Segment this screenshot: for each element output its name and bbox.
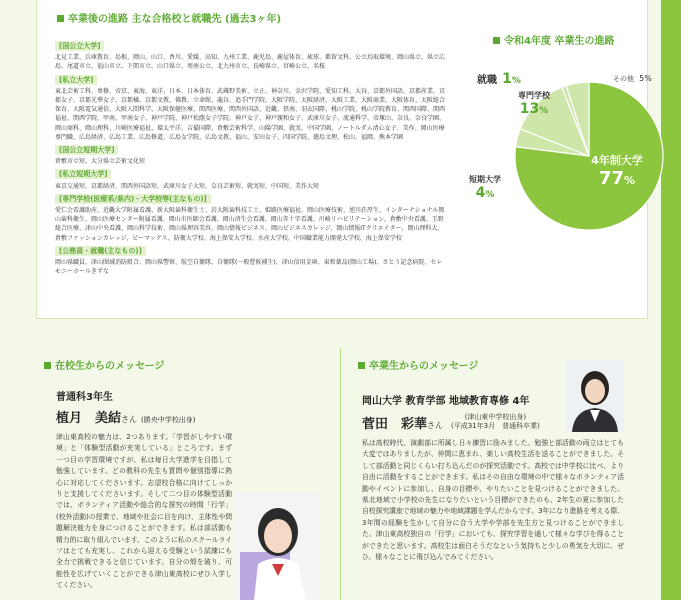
category-block (55, 72, 447, 142)
graduate-photo (566, 360, 624, 432)
pie-chart (455, 56, 679, 256)
chart-heading (493, 36, 614, 48)
name-text: 菅田 彩華 (362, 417, 428, 432)
slice-name: 4年制大学 (591, 154, 643, 167)
category-items: 北見工業、兵庫教育、島根、岡山、山口、香川、愛媛、高知、九州工業、鹿児島、鹿屋体育、琉球、都留文科、公立鳥取環境、岡山県立、県立広島、尾道市立、福山市立、下関市立、山口県立、周南公立、北九州市立、長崎県立、宮崎公立、名桜 (55, 54, 446, 71)
slice-value (499, 101, 569, 117)
square-bullet-icon (57, 15, 64, 22)
student-name (56, 407, 195, 426)
slice-label-employment (477, 68, 547, 87)
honorific: さん (121, 415, 138, 424)
category-label: [公務員・就職(主なもの)] (55, 246, 146, 256)
slice-value (577, 168, 657, 189)
slice-name: その他 (613, 75, 634, 83)
message-text: 私は高校時代、演劇部に所属し日々練習に励みました。勉強と部活動の両立はとても大変ではありましたが、仲間に恵まれ、楽しい高校生活を送ることができました。そして部活動と同じくらい打ち込んだのが探究活動です。高校では中学校に比べ、より自由に活動をすることができます。私はその自由な環境の中で様々なボランティア活動やイベントに参加し、自身の目標や、やりたいことを見つけることができました。県北地域で小学校の先生になりたいという目標ができたのも、2年生の夏に参加した自校探究講座で地域の魅力や地域課題を学んだからです。3年になり進路を考える際、3年間の経験を生かして自分に合う大学や学部を先生方と見つけることができました。津山東高校独自の「行学」においても、探究学習を通して様々な学びを得ることができたと思います。高校生は面白そうだなという気持ちと少しの勇気を大切に、ぜひ、様々なことに飛び込んでみてください。 (362, 439, 624, 562)
slice-label-university (577, 152, 657, 189)
graduate-message (362, 438, 624, 563)
category-label: [国公立大学] (55, 41, 104, 51)
value-number: 1 (502, 71, 512, 87)
column-divider (340, 348, 341, 600)
name-text: 植月 美結 (56, 411, 122, 426)
category-items: 東京交通短、京都経済、関西外国語短、武庫川女子大短、奈良芸術短、就実短、中国短、美作大短 (55, 182, 320, 190)
category-items: 愛仁会看護助産、近畿大学附属看護、新大阪歯科衛生士、岩大阪歯科技工士、姫路医療福祉、岡山医療技術、旭川荘厚生、インターナショナル岡山歯科衛生、岡山医療センター附属看護、岡山市医師会看護、岡山済生会看護、岡山赤十字看護、川崎リハビリテーション、倉敷中央看護、玉野総合医療、津山中央看護、岡山科学技術、岡山県理容美容、岡山情報ビジネス、岡山ビジネスカレッジ、岡山情報ITクリエイター、岡山理科大、倉敷ファッションカレッジ、ビーマックス、防衛大学校、海上保安大学校、水産大学校、中国職業能力開発大学校、海上保安学校 (55, 207, 445, 242)
current-student-name-block (56, 388, 195, 426)
graduate-name (362, 413, 443, 432)
category-label: [専門学校(医療系/県内)・大学校等(主なもの)] (55, 194, 211, 204)
slice-name: 就職 (477, 75, 497, 86)
unit-label: % (539, 106, 549, 116)
graduate-name-row (362, 413, 540, 432)
current-student-heading (44, 361, 164, 373)
category-block (55, 142, 447, 166)
category-block (55, 243, 447, 277)
career-section-heading (57, 14, 281, 26)
category-label: [私立大学] (55, 75, 97, 85)
slice-label-other (613, 66, 677, 85)
category-block (55, 191, 447, 243)
graduate-title: 卒業生からのメッセージ (369, 361, 479, 372)
career-section-title: 卒業後の進路 主な合格校と就職先 (過去3ヶ年) (68, 14, 282, 25)
unit-label: % (485, 190, 495, 200)
square-bullet-icon (493, 37, 500, 44)
slice-value (639, 74, 652, 83)
category-label: [国公立短期大学] (55, 145, 118, 155)
student-photo (236, 492, 320, 600)
current-student-title: 在校生からのメッセージ (55, 361, 165, 372)
graduate-school: (津山東中学校出身) (464, 413, 527, 421)
value-number: 77 (598, 168, 625, 189)
graduate-school-info (451, 413, 540, 431)
career-card (36, 0, 652, 319)
graduate-name-block (362, 392, 540, 432)
graduate-role: 岡山大学 教育学部 地域教育専修 4年 (362, 396, 530, 407)
honorific: さん (427, 421, 444, 430)
value-number: 13 (519, 101, 540, 117)
square-bullet-icon (358, 362, 365, 369)
slice-name: 専門学校 (518, 91, 550, 100)
category-block (55, 38, 447, 72)
chart-title: 令和4年度 卒業生の進路 (504, 36, 615, 47)
unit-label: % (644, 74, 652, 83)
student-school: (勝央中学校出身) (141, 416, 196, 424)
graduate-heading (358, 361, 478, 373)
unit-label: % (511, 76, 521, 86)
value-number: 4 (475, 185, 486, 201)
slice-value (455, 185, 515, 201)
unit-label: % (624, 174, 636, 187)
category-block (55, 166, 447, 190)
graduate-year: (平成31年3月 普通科卒業) (451, 422, 540, 430)
slice-value (502, 71, 521, 87)
value-number: 5 (639, 74, 645, 83)
slice-name: 短期大学 (469, 175, 501, 184)
career-lists (55, 38, 447, 276)
message-text: 津山東高校の魅力は、2つあります。「学習がしやすい環境」と「体験型活動が充実している」ところです。まず一つ目の学習環境ですが、私は毎日大学進学を目指して勉強しています。どの教科の先生も質問や個別指導に熱心に対応してくださいます。志望校合格に向けてしっかりと支援してくださいます。そして二つ目の体験型活動では、ボランティア活動や総合的な探究の時間「行学」(校外活動)の授業で、地域や社会に目を向け、主体性や問題解決能力を身につけることができます。私は部活動も精力的に取り組んでいます。このように私のスクールライフはとても充実し、これから迎える受験という試練にも全力で挑戦できると信じています。自分の殻を破り、可能性を広げていくことができる津山東高校にぜひ入学してください。 (56, 433, 232, 590)
category-items: 東北芸術工科、専修、帝京、東海、東洋、日本、日本体育、武蔵野美術、立正、神奈川、金沢学院、愛知工科、大谷、京都外国語、京都産業、京都女子、京都光華女子、京都橘、京都文教、佛教、立命館、龍谷、追手門学院、大阪学院、大阪経済、大阪工業、大阪商業、大阪体育、大阪総合保育、大阪電気通信、大阪人間科学、大阪保健医療、関西医療、関西外国語、近畿、摂南、羽衣国際、桃山学院、桃山学院教育、関西国際、関西福祉、関西学院、甲南、甲南女子、神戸学院、神戸松蔭女子学院、神戸女子、神戸親和女子、武庫川女子、流通科学、帝塚山、奈良、奈良学園、岡山商科、岡山理科、川崎医療福祉、環太平洋、吉備国際、倉敷芸術科学、山陽学園、就実、中国学園、ノートルダム清心女子、美作、岡山医療専門職、広島経済、広島工業、広島修道、広島女学院、広島文教、福山、安田女子、四国学院、徳島文理、松山、福岡、熊本学園 (55, 87, 446, 141)
slice-label-junior-college (455, 174, 515, 201)
category-label: [私立短期大学] (55, 169, 111, 179)
slice-label-vocational (499, 90, 569, 117)
student-role: 普通科3年生 (56, 392, 113, 403)
category-items: 倉敷市立短、大分県立芸術文化短 (55, 158, 146, 166)
category-items: 岡山県職員、津山圏域消防組合、岡山県警察、航空自衛隊、自衛隊(一般曹候補生)、津山信用金庫、東和薬品(岡山工場)、さとう記念病院、セレモニーホールきずな (55, 259, 443, 276)
square-bullet-icon (44, 362, 51, 369)
